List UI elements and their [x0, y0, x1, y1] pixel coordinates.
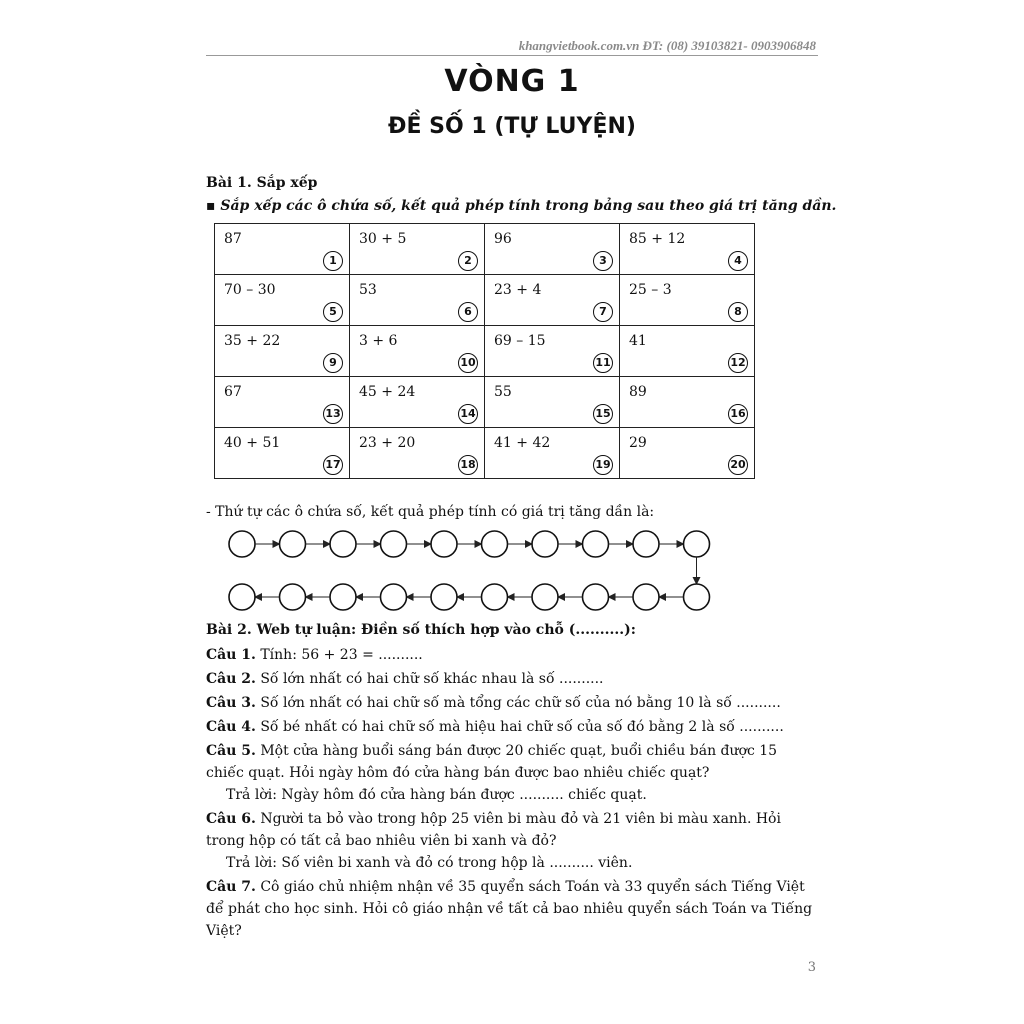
question-6	[206, 808, 818, 874]
cell-expression: 3 + 6	[359, 333, 398, 349]
page-number: 3	[807, 960, 816, 975]
blank-circle	[684, 584, 710, 610]
cell-expression: 96	[494, 231, 512, 247]
blank-circle	[482, 531, 508, 557]
question-label: Câu 7.	[206, 879, 256, 895]
table-cell	[215, 326, 350, 377]
cell-expression: 70 – 30	[224, 282, 276, 298]
cell-number-badge: 5	[323, 302, 343, 322]
cell-expression: 67	[224, 384, 242, 400]
question-text: Một cửa hàng buổi sáng bán được 20 chiếc quạt, buổi chiều bán được 15 chiếc quạt. Hỏi ngày hôm đó cửa hàng bán được bao nhiêu chiếc quạt?	[206, 743, 778, 781]
question-label: Câu 4.	[206, 719, 256, 735]
order-chain-diagram	[220, 520, 720, 620]
cell-expression: 23 + 20	[359, 435, 416, 451]
header-rule	[206, 55, 818, 56]
question-1	[206, 644, 818, 666]
cell-expression: 30 + 5	[359, 231, 407, 247]
blank-circle	[532, 531, 558, 557]
blank-circle	[482, 584, 508, 610]
cell-number-badge: 16	[728, 404, 748, 424]
table-cell	[620, 326, 755, 377]
blank-circle	[532, 584, 558, 610]
question-2	[206, 668, 818, 690]
cell-expression: 35 + 22	[224, 333, 281, 349]
blank-circle	[381, 584, 407, 610]
table-cell	[620, 224, 755, 275]
question-label: Câu 5.	[206, 743, 256, 759]
table-cell	[485, 326, 620, 377]
cell-number-badge: 9	[323, 353, 343, 373]
bai1-heading: Bài 1. Sắp xếp	[206, 175, 318, 191]
header-website: khangvietbook.com.vn ĐT: (08) 39103821- 0903906848	[518, 38, 816, 53]
table-cell	[215, 224, 350, 275]
cell-expression: 41	[629, 333, 647, 349]
cell-number-badge: 1	[323, 251, 343, 271]
table-row	[215, 326, 755, 377]
cell-number-badge: 13	[323, 404, 343, 424]
question-text: Số lớn nhất có hai chữ số mà tổng các chữ số của nó bằng 10 là số ..........	[255, 695, 781, 711]
answer-line: Trả lời: Ngày hôm đó cửa hàng bán được .......... chiếc quạt.	[226, 787, 647, 803]
table-cell	[350, 326, 485, 377]
table-cell	[620, 377, 755, 428]
cell-expression: 55	[494, 384, 512, 400]
blank-circle	[583, 584, 609, 610]
blank-circle	[583, 531, 609, 557]
cell-number-badge: 8	[728, 302, 748, 322]
table-cell	[485, 275, 620, 326]
question-text: Số bé nhất có hai chữ số mà hiệu hai chữ số của số đó bằng 2 là số ..........	[255, 719, 784, 735]
table-cell	[620, 275, 755, 326]
order-prompt: - Thứ tự các ô chứa số, kết quả phép tính có giá trị tăng dần là:	[206, 504, 655, 520]
cell-number-badge: 15	[593, 404, 613, 424]
blank-circle	[431, 531, 457, 557]
blank-circle	[280, 584, 306, 610]
question-text: Người ta bỏ vào trong hộp 25 viên bi màu đỏ và 21 viên bi màu xanh. Hỏi trong hộp có tất cả bao nhiêu viên bi xanh và đỏ?	[206, 811, 781, 849]
table-cell	[350, 275, 485, 326]
question-label: Câu 1.	[206, 647, 256, 663]
table-row	[215, 275, 755, 326]
cell-number-badge: 18	[458, 455, 478, 475]
question-3	[206, 692, 818, 714]
blank-circle	[684, 531, 710, 557]
blank-circle	[633, 584, 659, 610]
question-4	[206, 716, 818, 738]
question-5	[206, 740, 818, 806]
table-row	[215, 428, 755, 479]
table-cell	[485, 377, 620, 428]
cell-expression: 45 + 24	[359, 384, 416, 400]
cell-expression: 87	[224, 231, 242, 247]
bai1-instruction: ▪ Sắp xếp các ô chứa số, kết quả phép tính trong bảng sau theo giá trị tăng dần.	[206, 198, 837, 214]
blank-circle	[330, 531, 356, 557]
test-title: ĐỀ SỐ 1 (TỰ LUYỆN)	[388, 114, 636, 139]
cell-expression: 25 – 3	[629, 282, 672, 298]
blank-circle	[381, 531, 407, 557]
table-cell	[215, 377, 350, 428]
cell-number-badge: 7	[593, 302, 613, 322]
table-cell	[485, 428, 620, 479]
blank-circle	[431, 584, 457, 610]
cell-number-badge: 10	[458, 353, 478, 373]
cell-expression: 29	[629, 435, 647, 451]
cell-expression: 40 + 51	[224, 435, 281, 451]
question-7	[206, 876, 818, 942]
blank-circle	[633, 531, 659, 557]
cell-number-badge: 12	[728, 353, 748, 373]
blank-circle	[229, 584, 255, 610]
table-cell	[620, 428, 755, 479]
bai2-heading: Bài 2. Web tự luận: Điền số thích hợp vào chỗ (..........):	[206, 622, 636, 638]
cell-expression: 41 + 42	[494, 435, 551, 451]
table-cell	[215, 428, 350, 479]
cell-expression: 53	[359, 282, 377, 298]
cell-number-badge: 17	[323, 455, 343, 475]
cell-expression: 23 + 4	[494, 282, 542, 298]
cell-expression: 69 – 15	[494, 333, 546, 349]
question-text: Cô giáo chủ nhiệm nhận về 35 quyển sách Toán và 33 quyển sách Tiếng Việt để phát cho học sinh. Hỏi cô giáo nhận về tất cả bao nhiêu quyển sách Toán va Tiếng Việt?	[206, 879, 813, 939]
cell-number-badge: 3	[593, 251, 613, 271]
cell-expression: 89	[629, 384, 647, 400]
table-row	[215, 377, 755, 428]
question-text: Tính: 56 + 23 = ..........	[255, 647, 423, 663]
table-row	[215, 224, 755, 275]
blank-circle	[330, 584, 356, 610]
cell-number-badge: 2	[458, 251, 478, 271]
table-cell	[350, 428, 485, 479]
question-label: Câu 3.	[206, 695, 256, 711]
blank-circle	[229, 531, 255, 557]
table-cell	[485, 224, 620, 275]
round-title: VÒNG 1	[444, 64, 580, 99]
cell-number-badge: 6	[458, 302, 478, 322]
sort-table	[214, 223, 755, 479]
cell-number-badge: 11	[593, 353, 613, 373]
cell-number-badge: 20	[728, 455, 748, 475]
cell-expression: 85 + 12	[629, 231, 686, 247]
question-text: Số lớn nhất có hai chữ số khác nhau là số ..........	[255, 671, 604, 687]
cell-number-badge: 19	[593, 455, 613, 475]
cell-number-badge: 4	[728, 251, 748, 271]
table-cell	[350, 377, 485, 428]
question-label: Câu 6.	[206, 811, 256, 827]
question-label: Câu 2.	[206, 671, 256, 687]
answer-line: Trả lời: Số viên bi xanh và đỏ có trong hộp là .......... viên.	[226, 855, 633, 871]
table-cell	[215, 275, 350, 326]
cell-number-badge: 14	[458, 404, 478, 424]
table-cell	[350, 224, 485, 275]
blank-circle	[280, 531, 306, 557]
